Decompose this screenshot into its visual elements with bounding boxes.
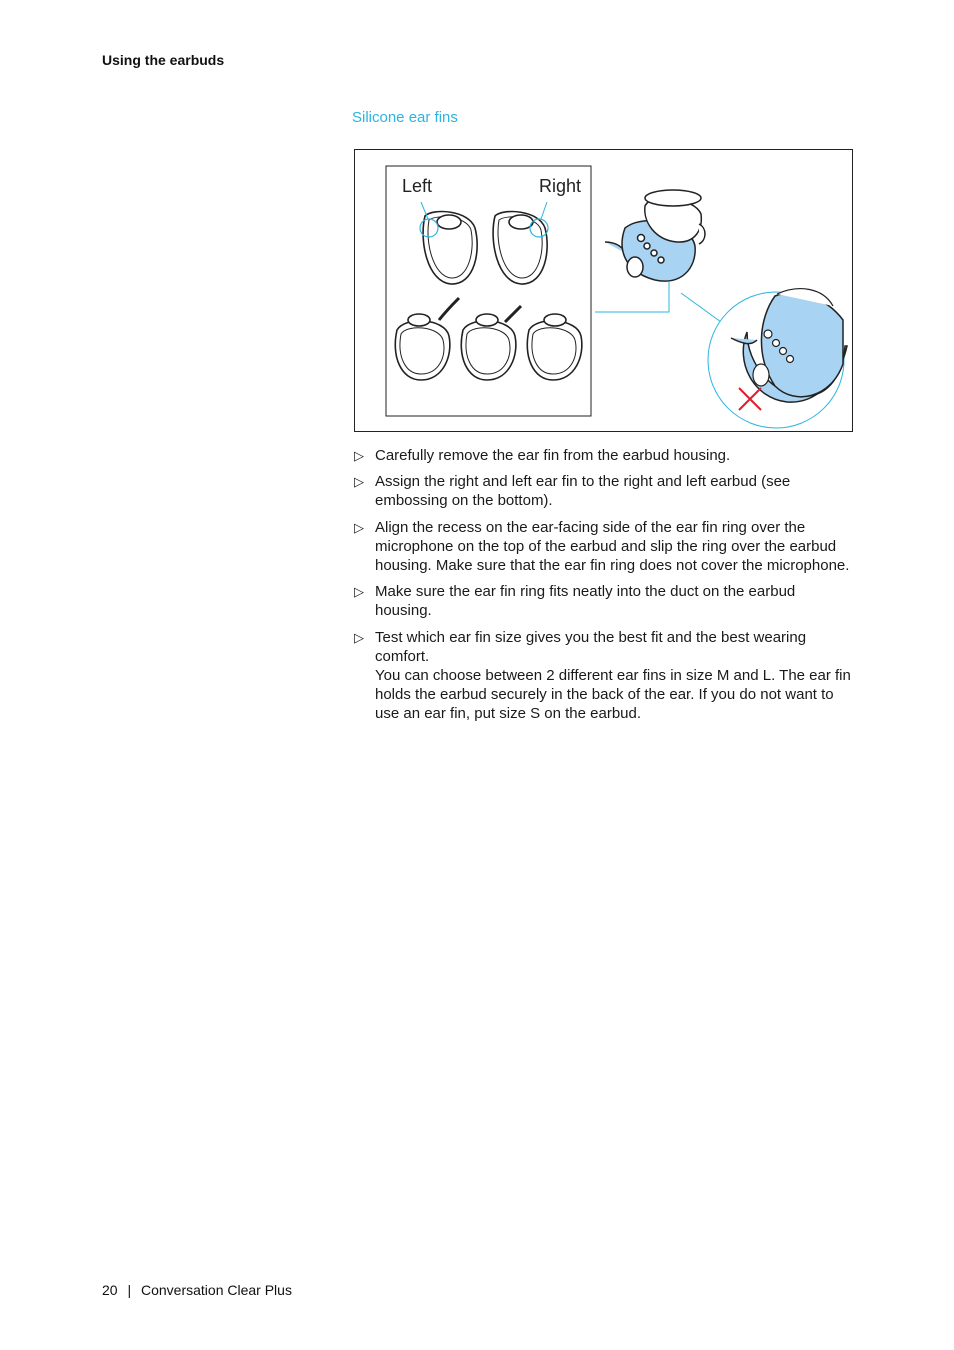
instruction-text: Align the recess on the ear-facing side of the ear fin ring over the microphone on the top of the earbud and slip the ring over the earbud housing. Make sure that the ear fin ring does not cover the microphone. (375, 518, 850, 575)
triangle-bullet-icon: ▷ (354, 519, 364, 535)
triangle-bullet-icon: ▷ (354, 584, 364, 600)
triangle-bullet-icon: ▷ (354, 474, 364, 490)
triangle-bullet-icon: ▷ (354, 448, 364, 463)
instruction-text: Test which ear fin size gives you the best fit and the best wearing comfort. (375, 628, 807, 665)
ear-fin-illustration (354, 149, 853, 432)
instruction-step (354, 628, 854, 724)
page-footer (102, 1282, 292, 1298)
section-title: Silicone ear fins (352, 109, 458, 126)
product-name: Conversation Clear Plus (141, 1282, 292, 1298)
label-left: Left (402, 176, 433, 196)
instruction-text: Carefully remove the ear fin from the earbud housing. (375, 447, 731, 464)
instruction-text: Make sure the ear fin ring fits neatly into the duct on the earbud housing. (375, 583, 796, 620)
page-number: 20 (102, 1282, 118, 1298)
footer-separator: | (127, 1282, 132, 1298)
instruction-step (354, 582, 854, 620)
running-header: Using the earbuds (102, 52, 225, 68)
instruction-step (354, 446, 854, 465)
instruction-list (354, 446, 854, 731)
label-right: Right (539, 176, 582, 196)
earbud-with-fin (605, 190, 705, 281)
instruction-text: Assign the right and left ear fin to the right and left earbud (see embossing on the bottom). (375, 473, 791, 510)
triangle-bullet-icon: ▷ (354, 629, 364, 645)
magnified-microphone-covered (708, 289, 847, 428)
instruction-note: You can choose between 2 different ear fins in size M and L. The ear fin holds the earbud securely in the back of the ear. If you do not want to use an ear fin, put size S on the earbud. (375, 667, 851, 723)
instruction-step (354, 472, 854, 510)
instruction-step (354, 518, 854, 576)
